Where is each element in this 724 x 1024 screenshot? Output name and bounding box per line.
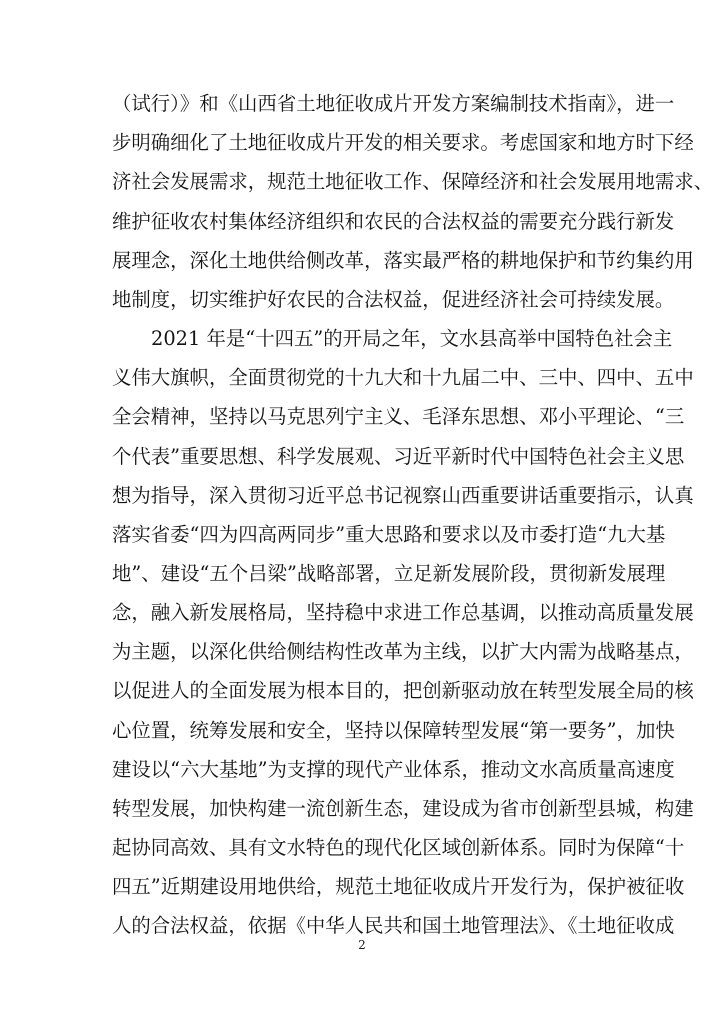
paragraph-2-line-9: 为主题，以深化供给侧结构性改革为主线，以扩大内需为战略基点， xyxy=(112,640,694,663)
paragraph-2-line-11: 心位置，统筹发展和安全，坚持以保障转型发展“第一要务”，加快 xyxy=(112,719,675,742)
paragraph-2-line-1: 2021 年是“十四五”的开局之年，文水县高举中国特色社会主 xyxy=(151,327,673,350)
paragraph-2-line-7: 地”、建设“五个吕梁”战略部署，立足新发展阶段，贯彻新发展理 xyxy=(112,562,666,585)
paragraph-2-line-4: 个代表”重要思想、科学发展观、习近平新时代中国特色社会主义思 xyxy=(112,445,685,468)
paragraph-1-line-2: 步明确细化了土地征收成片开发的相关要求。考虑国家和地方时下经 xyxy=(112,131,694,154)
page-number: 2 xyxy=(358,938,366,952)
paragraph-2-line-10: 以促进人的全面发展为根本目的，把创新驱动放在转型发展全局的核 xyxy=(112,679,694,702)
paragraph-1-line-5: 展理念，深化土地供给侧改革，落实最严格的耕地保护和节约集约用 xyxy=(112,249,694,272)
paragraph-1-line-6: 地制度，切实维护好农民的合法权益，促进经济社会可持续发展。 xyxy=(112,288,675,311)
paragraph-2-line-14: 起协同高效、具有文水特色的现代化区域创新体系。同时为保障“十 xyxy=(112,836,685,859)
paragraph-2-line-3: 全会精神，坚持以马克思列宁主义、毛泽东思想、邓小平理论、“三 xyxy=(112,405,685,428)
paragraph-2-line-13: 转型发展，加快构建一流创新生态，建设成为省市创新型县城，构建 xyxy=(112,797,694,820)
paragraph-2-line-12: 建设以“六大基地”为支撑的现代产业体系，推动文水高质量高速度 xyxy=(112,758,675,781)
paragraph-2-line-5: 想为指导，深入贯彻习近平总书记视察山西重要讲话重要指示，认真 xyxy=(112,484,694,507)
paragraph-2-line-8: 念，融入新发展格局，坚持稳中求进工作总基调，以推动高质量发展 xyxy=(112,601,694,624)
paragraph-2-line-6: 落实省委“四为四高两同步”重大思路和要求以及市委打造“九大基 xyxy=(112,523,666,546)
paragraph-2-line-16: 人的合法权益，依据《中华人民共和国土地管理法》、《土地征收成 xyxy=(112,914,675,937)
paragraph-2-line-15: 四五”近期建设用地供给，规范土地征收成片开发行为，保护被征收 xyxy=(112,875,685,898)
paragraph-1-line-4: 维护征收农村集体经济组织和农民的合法权益的需要充分践行新发 xyxy=(112,210,675,233)
paragraph-1-line-3: 济社会发展需求，规范土地征收工作、保障经济和社会发展用地需求、 xyxy=(112,170,714,193)
paragraph-1-line-1: （试行）》和《山西省土地征收成片开发方案编制技术指南》，进一 xyxy=(112,92,675,115)
paragraph-2-line-2: 义伟大旗帜，全面贯彻党的十九大和十九届二中、三中、四中、五中 xyxy=(112,366,694,389)
